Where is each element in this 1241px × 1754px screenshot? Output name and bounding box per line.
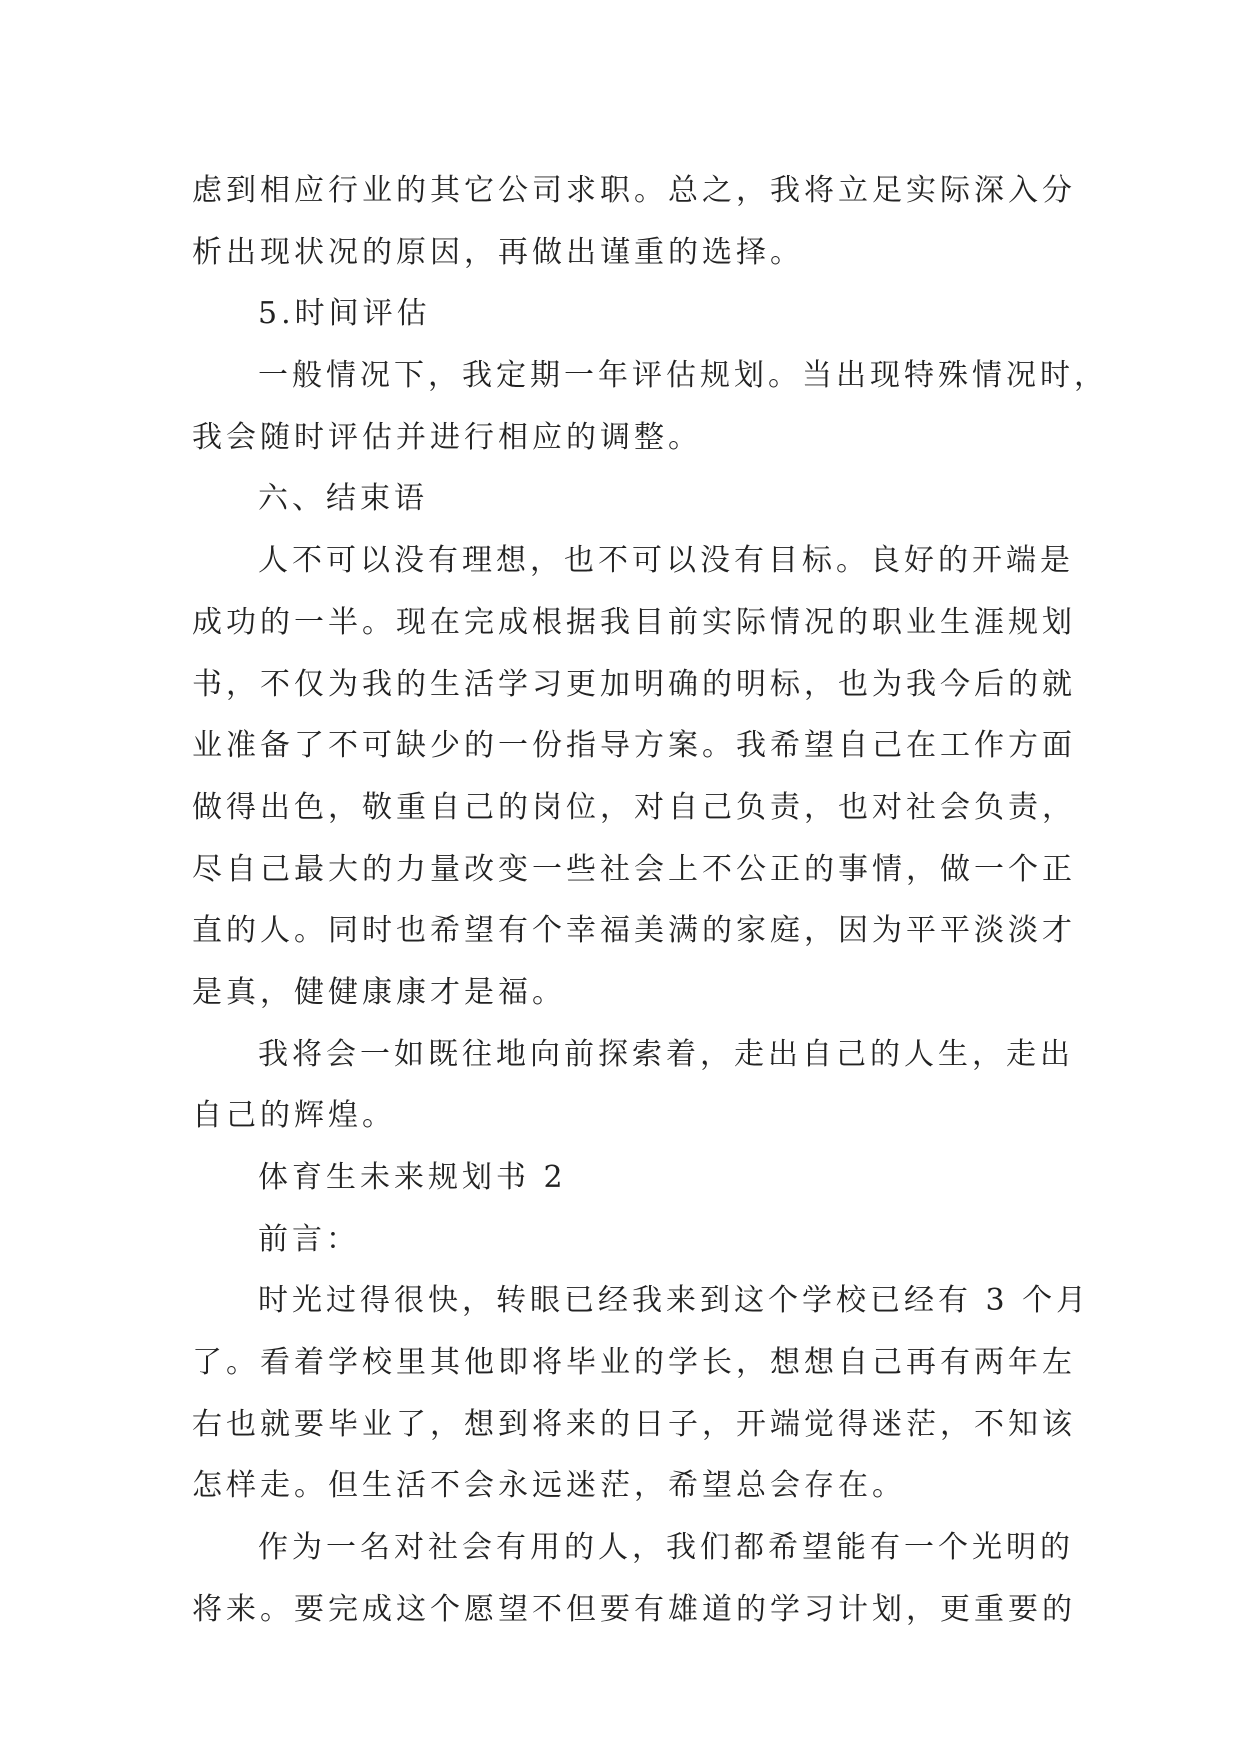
document-body (192, 160, 1108, 1641)
text-line: 作为一名对社会有用的人，我们都希望能有一个光明的 (258, 1530, 1074, 1566)
text-line: 成功的一半。现在完成根据我目前实际情况的职业生涯规划 (192, 604, 1076, 640)
section-heading: 前言： (258, 1221, 360, 1257)
text-line: 人不可以没有理想，也不可以没有目标。良好的开端是 (258, 543, 1074, 579)
text-line: 虑到相应行业的其它公司求职。总之，我将立足实际深入分 (192, 173, 1076, 208)
text-line: 我会随时评估并进行相应的调整。 (192, 419, 702, 455)
text-line: 怎样走。但生活不会永远迷茫，希望总会存在。 (192, 1468, 906, 1504)
section-heading: 5.时间评估 (258, 296, 431, 332)
text-line: 尽自己最大的力量改变一些社会上不公正的事情，做一个正 (192, 851, 1076, 887)
text-line: 书，不仅为我的生活学习更加明确的明标，也为我今后的就 (192, 666, 1076, 702)
text-line: 我将会一如既往地向前探索着，走出自己的人生，走出 (258, 1036, 1074, 1072)
text-line: 做得出色，敬重自己的岗位，对自己负责，也对社会负责， (192, 789, 1076, 825)
document-title: 体育生未来规划书 2 (258, 1160, 567, 1195)
text-line: 右也就要毕业了，想到将来的日子，开端觉得迷茫，不知该 (192, 1406, 1076, 1442)
text-line: 一般情况下，我定期一年评估规划。当出现特殊情况时， (258, 358, 1108, 394)
text-line: 业准备了不可缺少的一份指导方案。我希望自己在工作方面 (192, 728, 1076, 764)
text-line: 时光过得很快，转眼已经我来到这个学校已经有 3 个月 (258, 1283, 1091, 1319)
text-line: 自己的辉煌。 (192, 1098, 396, 1134)
text-line: 是真，健健康康才是福。 (192, 974, 566, 1010)
section-heading: 六、结束语 (258, 481, 428, 517)
text-line: 将来。要完成这个愿望不但要有雄道的学习计划，更重要的 (192, 1591, 1076, 1627)
text-line: 直的人。同时也希望有个幸福美满的家庭，因为平平淡淡才 (192, 913, 1076, 949)
text-line: 了。看着学校里其他即将毕业的学长，想想自己再有两年左 (192, 1345, 1076, 1381)
text-line: 析出现状况的原因，再做出谨重的选择。 (192, 234, 804, 270)
